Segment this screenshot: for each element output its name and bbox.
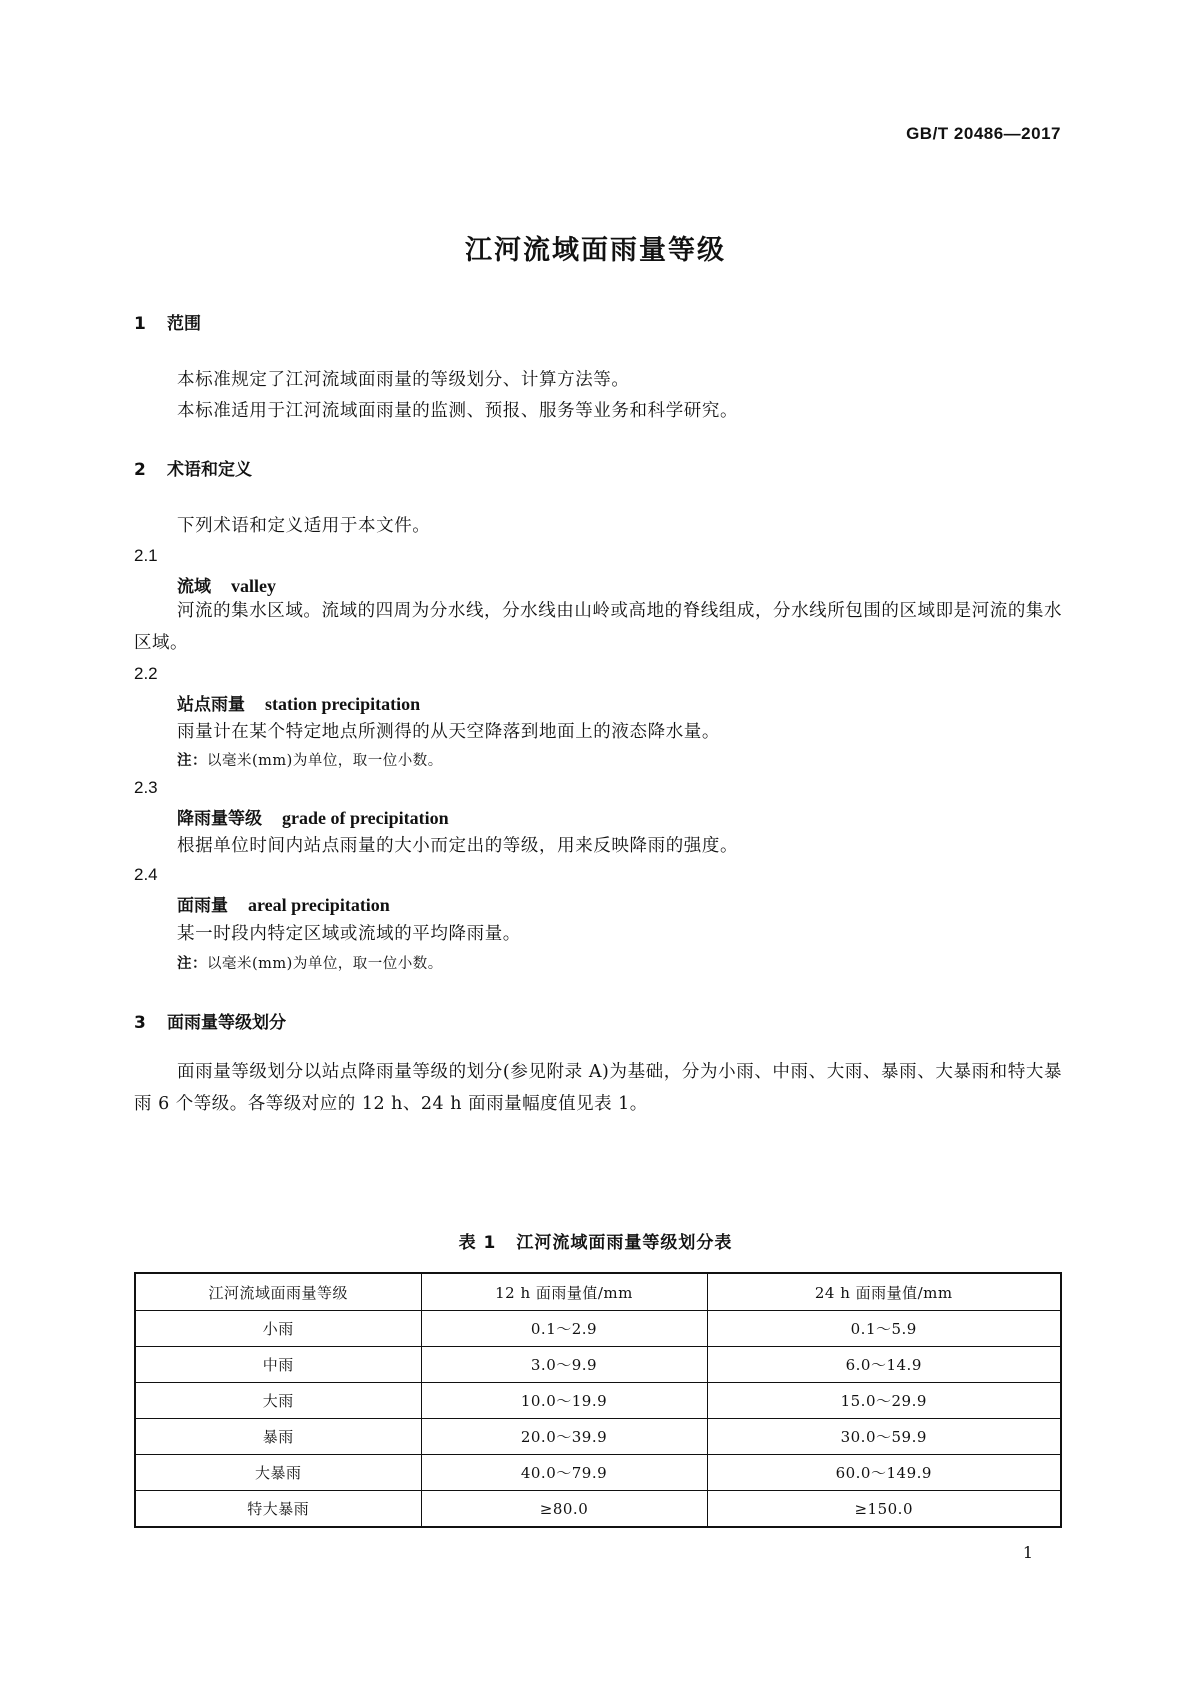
column-header: 24 h 面雨量值/mm [707,1273,1061,1311]
table-cell: 0.1～2.9 [421,1311,707,1347]
section-title: 范围 [167,314,201,334]
table-cell: 大暴雨 [135,1455,421,1491]
term-heading [177,891,390,916]
table-row [135,1419,1061,1455]
term-number: 2.3 [134,778,158,797]
term-number: 2.4 [134,865,158,884]
table-cell: 10.0～19.9 [421,1383,707,1419]
table-number: 表 1 [458,1233,497,1253]
paragraph: 本标准规定了江河流域面雨量的等级划分、计算方法等。 [177,370,630,390]
table-row [135,1347,1061,1383]
term-en: grade of precipitation [282,808,449,828]
column-header: 江河流域面雨量等级 [135,1273,421,1311]
table-cell: 15.0～29.9 [707,1383,1061,1419]
standard-code: GB/T 20486—2017 [906,124,1061,143]
term-cn: 流域 [177,577,211,597]
note [177,952,443,973]
section-2-heading [134,455,252,480]
term-definition: 某一时段内特定区域或流域的平均降雨量。 [177,924,521,944]
term-definition: 雨量计在某个特定地点所测得的从天空降落到地面上的液态降水量。 [177,722,720,742]
table-cell: 40.0～79.9 [421,1455,707,1491]
table-cell: 大雨 [135,1383,421,1419]
term-definition: 河流的集水区域。流域的四周为分水线，分水线由山岭或高地的脊线组成，分水线所包围的区域即是河流的集水区域。 [134,601,1062,653]
table-row [135,1491,1061,1528]
section-title: 面雨量等级划分 [167,1013,286,1033]
section-number: 2 [134,460,146,480]
term-heading [177,690,420,715]
table-cell: 中雨 [135,1347,421,1383]
table-cell: 30.0～59.9 [707,1419,1061,1455]
term-cn: 降雨量等级 [177,809,262,829]
table-row [135,1383,1061,1419]
table-cell: 特大暴雨 [135,1491,421,1528]
grade-table [134,1272,1062,1528]
term-en: areal precipitation [248,895,390,915]
table-caption [0,1228,1191,1253]
table-cell: 60.0～149.9 [707,1455,1061,1491]
section-number: 1 [134,314,146,334]
table-cell: 3.0～9.9 [421,1347,707,1383]
note-label: 注： [177,753,207,769]
table-row [135,1311,1061,1347]
table-cell: ≥150.0 [707,1491,1061,1528]
table-cell: 小雨 [135,1311,421,1347]
document-title: 江河流域面雨量等级 [465,235,726,266]
note [177,749,443,770]
page-number: 1 [1022,1543,1033,1562]
term-en: station precipitation [265,694,421,714]
term-definition: 根据单位时间内站点雨量的大小而定出的等级，用来反映降雨的强度。 [177,836,739,856]
table-row [135,1455,1061,1491]
term-number: 2.2 [134,664,158,683]
note-label: 注： [177,956,207,972]
term-en: valley [231,576,276,596]
table-cell: 20.0～39.9 [421,1419,707,1455]
table-cell: 0.1～5.9 [707,1311,1061,1347]
paragraph: 本标准适用于江河流域面雨量的监测、预报、服务等业务和科学研究。 [177,401,739,421]
term-heading [177,572,276,597]
table-header-row [135,1273,1061,1311]
section-title: 术语和定义 [167,460,252,480]
note-text: 以毫米(mm)为单位，取一位小数。 [207,753,443,769]
section-3-heading [134,1008,286,1033]
note-text: 以毫米(mm)为单位，取一位小数。 [207,956,443,972]
table-cell: 6.0～14.9 [707,1347,1061,1383]
term-cn: 站点雨量 [177,695,245,715]
term-heading [177,804,449,829]
column-header: 12 h 面雨量值/mm [421,1273,707,1311]
table-title: 江河流域面雨量等级划分表 [516,1233,733,1253]
section-number: 3 [134,1013,146,1033]
paragraph: 下列术语和定义适用于本文件。 [177,516,431,536]
term-number: 2.1 [134,546,158,565]
table-cell: ≥80.0 [421,1491,707,1528]
section-1-heading [134,309,201,334]
paragraph: 面雨量等级划分以站点降雨量等级的划分(参见附录 A)为基础，分为小雨、中雨、大雨、暴雨、大暴雨和特大暴雨 6 个等级。各等级对应的 12 h、24 h 面雨量幅度值见表 1。 [134,1062,1062,1114]
term-cn: 面雨量 [177,896,228,916]
table-cell: 暴雨 [135,1419,421,1455]
